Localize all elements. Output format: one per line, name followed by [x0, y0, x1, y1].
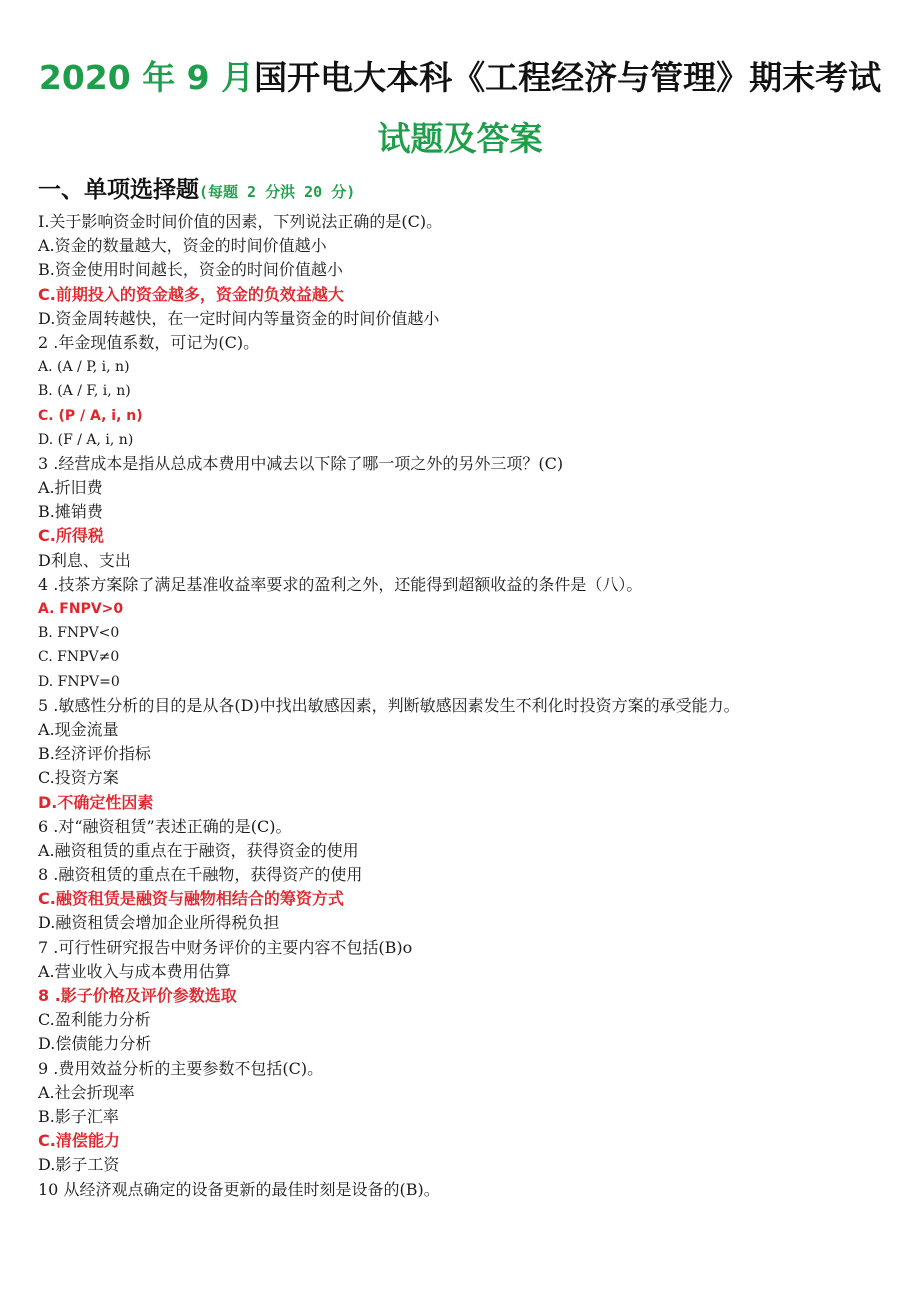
- question-line: 6 .对“融资租赁”表述正确的是(C)。: [38, 816, 292, 836]
- question-line: 9 .费用效益分析的主要参数不包括(C)。: [38, 1058, 324, 1078]
- option-line: A.现金流量: [38, 719, 119, 739]
- option-line: C. FNPV≠0: [38, 649, 120, 666]
- option-line: D. (F / A, i, n): [38, 431, 134, 448]
- answer-line: C.所得税: [38, 526, 104, 546]
- option-line: A.折旧费: [38, 478, 103, 498]
- question-line: 5 .敏感性分析的目的是从各(D)中找出敏感因素，判断敏感因素发生不利化时投资方案的承受能力。: [38, 695, 740, 715]
- section-title: 一、单项选择题: [38, 177, 199, 203]
- option-line: D.融资租赁会增加企业所得税负担: [38, 913, 280, 933]
- option-line: D. FNPV=0: [38, 673, 120, 690]
- question-line: I.关于影响资金时间价值的因素，下列说法正确的是(C)。: [38, 212, 443, 231]
- option-line: B.摊销费: [38, 502, 103, 522]
- option-line: A.营业收入与成本费用估算: [38, 961, 231, 981]
- question-list: [38, 210, 898, 1202]
- option-line: B.经济评价指标: [38, 744, 151, 764]
- section-score-note: (每题 2 分洪 20 分): [199, 183, 356, 201]
- option-line: C.投资方案: [38, 768, 119, 788]
- answer-line: C.融资租赁是融资与融物相结合的筹资方式: [38, 889, 344, 909]
- option-line: A.社会折现率: [38, 1082, 135, 1102]
- option-line: B. FNPV<0: [38, 625, 120, 642]
- answer-line: C. (P / A, i, n): [38, 407, 143, 424]
- option-line: D.偿债能力分析: [38, 1034, 152, 1054]
- section-heading: [38, 171, 355, 204]
- option-line: D.影子工资: [38, 1155, 120, 1175]
- question-line: 3 .经营成本是指从总成本费用中减去以下除了哪一项之外的另外三项？(C): [38, 453, 564, 473]
- answer-line: C.前期投入的资金越多，资金的负效益越大: [38, 284, 344, 304]
- option-line: 8 .融资租赁的重点在千融物，获得资产的使用: [38, 865, 363, 885]
- option-line: B.资金使用时间越长，资金的时间价值越小: [38, 260, 343, 280]
- question-line: 2 .年金现值系数，可记为(C)。: [38, 332, 260, 352]
- answer-line: D.不确定性因素: [38, 792, 154, 812]
- document-subtitle: 试题及答案: [377, 119, 543, 158]
- option-line: D.资金周转越快，在一定时间内等量资金的时间价值越小: [38, 308, 440, 328]
- question-line: 7 .可行性研究报告中财务评价的主要内容不包括(B)o: [38, 937, 413, 957]
- answer-line: 8 .影子价格及评价参数选取: [38, 986, 237, 1005]
- title-date: 2020 年 9 月: [38, 58, 255, 97]
- document-title: [0, 52, 920, 99]
- answer-line: A. FNPV>0: [38, 601, 124, 617]
- option-line: A.资金的数量越大，资金的时间价值越小: [38, 236, 327, 256]
- question-line: 4 .技茶方案除了满足基准收益率要求的盈利之外，还能得到超额收益的条件是（八）。: [38, 574, 643, 594]
- question-line: 10 从经济观点确定的设备更新的最佳时刻是设备的(B)。: [38, 1179, 440, 1199]
- option-line: B.影子汇率: [38, 1106, 119, 1126]
- option-line: C.盈利能力分析: [38, 1010, 151, 1030]
- title-main: 国开电大本科《工程经济与管理》期末考试: [254, 58, 882, 97]
- answer-line: C.清偿能力: [38, 1131, 120, 1151]
- option-line: B. (A / F, i, n): [38, 383, 131, 400]
- option-line: A. (A / P, i, n): [38, 359, 130, 376]
- option-line: A.融资租赁的重点在于融资，获得资金的使用: [38, 840, 359, 860]
- option-line: D利息、支出: [38, 550, 131, 570]
